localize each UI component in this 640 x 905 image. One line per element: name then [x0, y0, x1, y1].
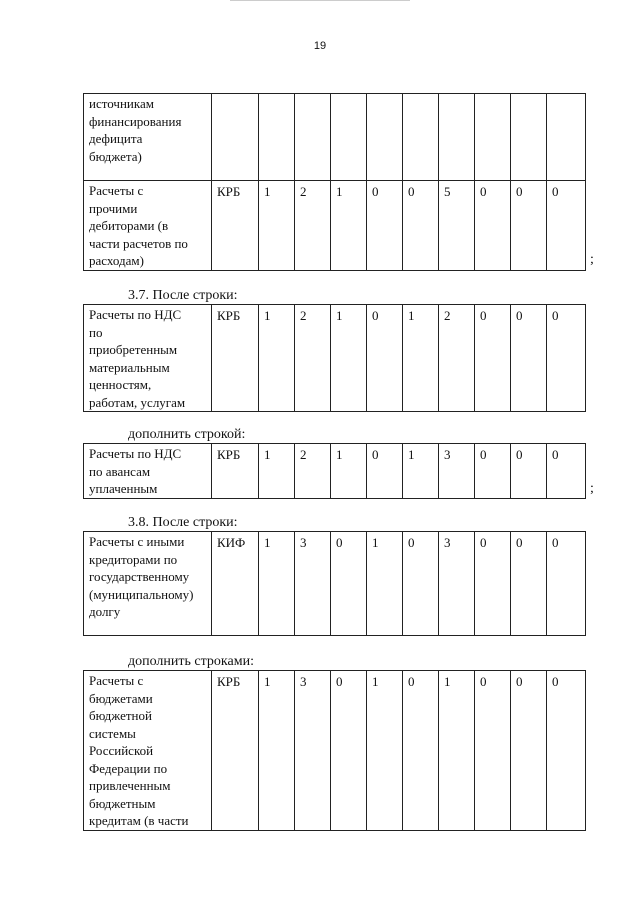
- digit-cell: [295, 671, 331, 831]
- digit-cell: [259, 181, 295, 271]
- digit: 2: [444, 308, 451, 323]
- caption-add-line: дополнить строкой:: [128, 427, 246, 442]
- table-row: [84, 94, 586, 181]
- digit: 1: [336, 447, 343, 462]
- digit-cell: [475, 305, 511, 412]
- digit: 1: [264, 308, 271, 323]
- digit-cell: [295, 305, 331, 412]
- account-name: Расчеты с прочими дебиторами (в части расчетов по расходам): [89, 183, 188, 268]
- digit-cell: [511, 181, 547, 271]
- digit-cell: [331, 671, 367, 831]
- semicolon: ;: [590, 481, 594, 496]
- digit: 0: [516, 184, 523, 199]
- account-name: Расчеты с иными кредиторами по государственному (муниципальному) долгу: [89, 534, 194, 619]
- digit: 0: [408, 535, 415, 550]
- digit-cell: [331, 444, 367, 499]
- digit-cell: [511, 532, 547, 636]
- digit: 2: [300, 184, 307, 199]
- account-name-cell: [84, 671, 212, 831]
- digit-cell: [547, 444, 586, 499]
- digit: 0: [336, 535, 343, 550]
- code-type: КРБ: [217, 308, 241, 323]
- digit: 0: [516, 308, 523, 323]
- digit-cell: [547, 94, 586, 181]
- account-name: источникам финансирования дефицита бюджета): [89, 96, 182, 164]
- digit-cell: [511, 305, 547, 412]
- digit-cell: [547, 181, 586, 271]
- account-name-cell: [84, 532, 212, 636]
- digit-cell: [259, 532, 295, 636]
- digit-cell: [475, 532, 511, 636]
- digit: 1: [444, 674, 451, 689]
- table-row: [84, 305, 586, 412]
- digit-cell: [439, 444, 475, 499]
- digit-cell: [475, 181, 511, 271]
- table-row: [84, 671, 586, 831]
- digit-cell: [475, 444, 511, 499]
- digit: 0: [552, 447, 559, 462]
- digit: 2: [300, 447, 307, 462]
- digit: 1: [264, 674, 271, 689]
- page-number: 19: [313, 40, 327, 52]
- code-cell: [212, 444, 259, 499]
- digit-cell: [547, 305, 586, 412]
- digit-cell: [439, 671, 475, 831]
- digit-cell: [367, 305, 403, 412]
- digit-cell: [295, 444, 331, 499]
- digit-cell: [331, 305, 367, 412]
- digit-cell: [259, 305, 295, 412]
- digit: 0: [552, 674, 559, 689]
- digit: 1: [264, 184, 271, 199]
- accounts-table-2: [83, 304, 586, 412]
- accounts-table-3: [83, 443, 586, 499]
- accounts-table-1: [83, 93, 586, 271]
- digit: 3: [444, 535, 451, 550]
- digit: 0: [552, 535, 559, 550]
- code-cell: [212, 181, 259, 271]
- digit-cell: [259, 671, 295, 831]
- digit: 0: [408, 184, 415, 199]
- digit-cell: [295, 94, 331, 181]
- digit-cell: [439, 181, 475, 271]
- digit-cell: [547, 532, 586, 636]
- digit-cell: [403, 532, 439, 636]
- digit: 0: [516, 674, 523, 689]
- code-type: КРБ: [217, 447, 241, 462]
- digit-cell: [367, 444, 403, 499]
- digit: 0: [552, 308, 559, 323]
- digit-cell: [331, 532, 367, 636]
- account-name-cell: [84, 305, 212, 412]
- table-row: [84, 444, 586, 499]
- code-cell: [212, 532, 259, 636]
- accounts-table-4: [83, 531, 586, 636]
- digit: 2: [300, 308, 307, 323]
- digit: 1: [336, 308, 343, 323]
- account-name: Расчеты по НДС по приобретенным материальным ценностям, работам, услугам: [89, 307, 186, 410]
- account-name: Расчеты с бюджетами бюджетной системы Российской Федерации по привлеченным бюджетным кредитам (в части: [89, 673, 189, 828]
- table-row: [84, 532, 586, 636]
- digit: 0: [516, 535, 523, 550]
- digit: 0: [336, 674, 343, 689]
- digit: 0: [480, 184, 487, 199]
- digit-cell: [295, 181, 331, 271]
- digit: 0: [372, 184, 379, 199]
- digit: 1: [372, 535, 379, 550]
- digit-cell: [367, 181, 403, 271]
- digit: 3: [300, 674, 307, 689]
- digit-cell: [403, 305, 439, 412]
- digit-cell: [403, 181, 439, 271]
- digit: 5: [444, 184, 451, 199]
- digit-cell: [511, 444, 547, 499]
- digit-cell: [511, 94, 547, 181]
- digit-cell: [367, 671, 403, 831]
- digit-cell: [439, 305, 475, 412]
- account-name-cell: [84, 444, 212, 499]
- digit: 0: [408, 674, 415, 689]
- code-type: КРБ: [217, 674, 241, 689]
- accounts-table-5: [83, 670, 586, 831]
- digit-cell: [331, 94, 367, 181]
- code-type: КРБ: [217, 184, 241, 199]
- account-name: Расчеты по НДС по авансам уплаченным: [89, 446, 182, 496]
- digit: 0: [480, 535, 487, 550]
- semicolon: ;: [590, 252, 594, 267]
- digit: 0: [372, 447, 379, 462]
- digit-cell: [295, 532, 331, 636]
- code-cell: [212, 305, 259, 412]
- caption-after-line-3-8: 3.8. После строки:: [128, 515, 238, 530]
- digit-cell: [439, 94, 475, 181]
- scan-edge-mark: [230, 0, 410, 1]
- digit: 0: [516, 447, 523, 462]
- digit-cell: [331, 181, 367, 271]
- table-row: [84, 181, 586, 271]
- digit: 0: [552, 184, 559, 199]
- code-cell: [212, 94, 259, 181]
- digit-cell: [259, 444, 295, 499]
- digit-cell: [547, 671, 586, 831]
- digit: 3: [444, 447, 451, 462]
- digit: 0: [372, 308, 379, 323]
- digit-cell: [439, 532, 475, 636]
- digit: 0: [480, 308, 487, 323]
- digit: 1: [408, 308, 415, 323]
- digit: 1: [408, 447, 415, 462]
- code-cell: [212, 671, 259, 831]
- digit-cell: [475, 671, 511, 831]
- digit: 0: [480, 447, 487, 462]
- account-name-cell: [84, 94, 212, 181]
- caption-add-lines: дополнить строками:: [128, 654, 254, 669]
- code-type: КИФ: [217, 535, 246, 550]
- digit: 1: [372, 674, 379, 689]
- digit-cell: [403, 671, 439, 831]
- digit-cell: [403, 444, 439, 499]
- caption-after-line-3-7: 3.7. После строки:: [128, 288, 238, 303]
- digit: 0: [480, 674, 487, 689]
- digit: 1: [264, 447, 271, 462]
- digit: 3: [300, 535, 307, 550]
- digit: 1: [264, 535, 271, 550]
- digit: 1: [336, 184, 343, 199]
- digit-cell: [511, 671, 547, 831]
- digit-cell: [367, 532, 403, 636]
- digit-cell: [403, 94, 439, 181]
- digit-cell: [259, 94, 295, 181]
- digit-cell: [475, 94, 511, 181]
- account-name-cell: [84, 181, 212, 271]
- digit-cell: [367, 94, 403, 181]
